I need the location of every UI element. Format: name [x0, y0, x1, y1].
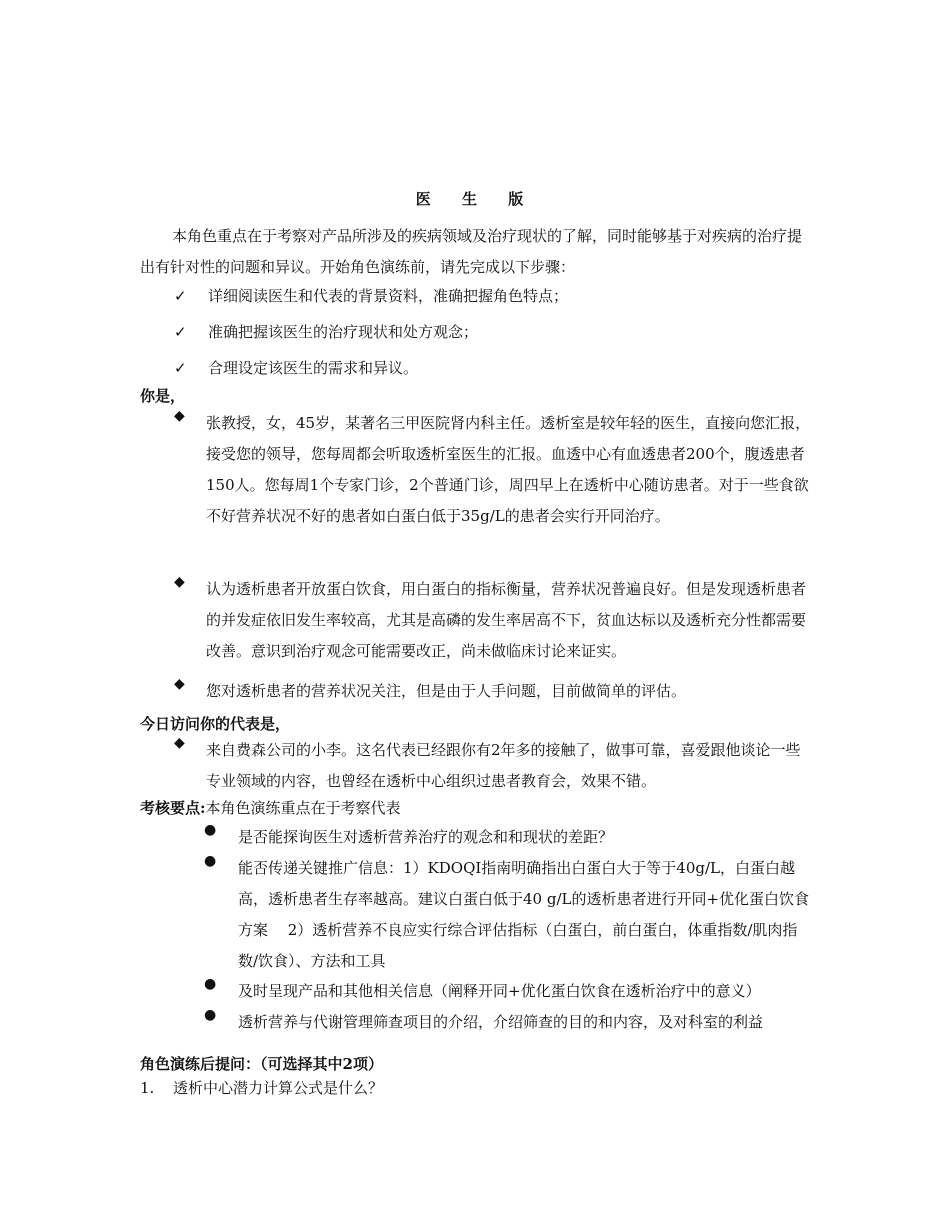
diamond-bullet-icon: ◆: [174, 408, 185, 424]
exam-heading: 考核要点:本角色演练重点在于考察代表: [140, 799, 401, 817]
dot-bullet-icon: ●: [204, 1007, 217, 1023]
intro-paragraph: 本角色重点在于考察对产品所涉及的疾病领域及治疗现状的了解，同时能够基于对疾病的治疗提出有针对性的问题和异议。开始角色演练前，请先完成以下步骤：: [140, 227, 803, 276]
exam-item: ● 能否传递关键推广信息：1）KDOQI指南明确指出白蛋白大于等于40g/L，白蛋白越高，透析患者生存率越高。建议白蛋白低于40 g/L的透析患者进行开同+优化蛋白饮食方案 2）透析营养不良应实行综合评估指标（白蛋白，前白蛋白，体重指数/肌肉指数/饮食）、方法和工具: [204, 853, 810, 970]
checkmark-icon: ✓: [174, 287, 187, 305]
step-item: ✓ 准确把握该医生的治疗现状和处方观念；: [174, 320, 478, 344]
you-are-item: ◆ 认为透析患者开放蛋白饮食，用白蛋白的指标衡量，营养状况普遍良好。但是发现透析患者的并发症依旧发生率较高，尤其是高磷的发生率居高不下，贫血达标以及透析充分性都需要改善。意识到治疗观念可能需要改正，尚未做临床讨论来证实。: [174, 574, 807, 660]
rep-heading: 今日访问你的代表是，: [140, 715, 291, 733]
diamond-bullet-icon: ◆: [174, 574, 185, 590]
exam-text: 本角色演练重点在于考察代表: [205, 799, 401, 817]
question-item: 1. 透析中心潜力计算公式是什么？: [140, 1079, 384, 1097]
step-item: ✓ 合理设定该医生的需求和异议。: [174, 356, 418, 380]
you-are-heading: 你是，: [140, 387, 186, 405]
exam-item: ● 是否能探询医生对透析营养治疗的观念和和现状的差距？: [204, 822, 614, 846]
you-are-item: ◆ 张教授，女，45岁，某著名三甲医院肾内科主任。透析室是较年轻的医生，直接向您汇报，接受您的领导，您每周都会听取透析室医生的汇报。血透中心有血透患者200个，腹透患者150人。您每周1个专家门诊，2个普通门诊，周四早上在透析中心随访患者。对于一些食欲不好营养状况不好的患者如白蛋白低于35g/L的患者会实行开同治疗。: [174, 408, 811, 525]
exam-item: ● 及时呈现产品和其他相关信息（阐释开同+优化蛋白饮食在透析治疗中的意义）: [204, 976, 761, 1000]
questions-heading: 角色演练后提问：（可选择其中2项）: [140, 1055, 383, 1073]
rep-item: ◆ 来自费森公司的小李。这名代表已经跟你有2年多的接触了，做事可靠，喜爱跟他谈论一些专业领域的内容，也曾经在透析中心组织过患者教育会，效果不错。: [174, 735, 801, 790]
dot-bullet-icon: ●: [204, 853, 217, 869]
diamond-bullet-icon: ◆: [174, 676, 185, 692]
dot-bullet-icon: ●: [204, 822, 217, 838]
page-title: 医 生 版: [415, 190, 537, 208]
exam-item: ● 透析营养与代谢管理筛查项目的介绍，介绍筛查的目的和内容，及对科室的利益: [204, 1007, 764, 1031]
dot-bullet-icon: ●: [204, 976, 217, 992]
step-item: ✓ 详细阅读医生和代表的背景资料，准确把握角色特点；: [174, 284, 568, 308]
checkmark-icon: ✓: [174, 359, 187, 377]
checkmark-icon: ✓: [174, 323, 187, 341]
diamond-bullet-icon: ◆: [174, 735, 185, 751]
you-are-item: ◆ 您对透析患者的营养状况关注，但是由于人手问题，目前做简单的评估。: [174, 676, 687, 700]
